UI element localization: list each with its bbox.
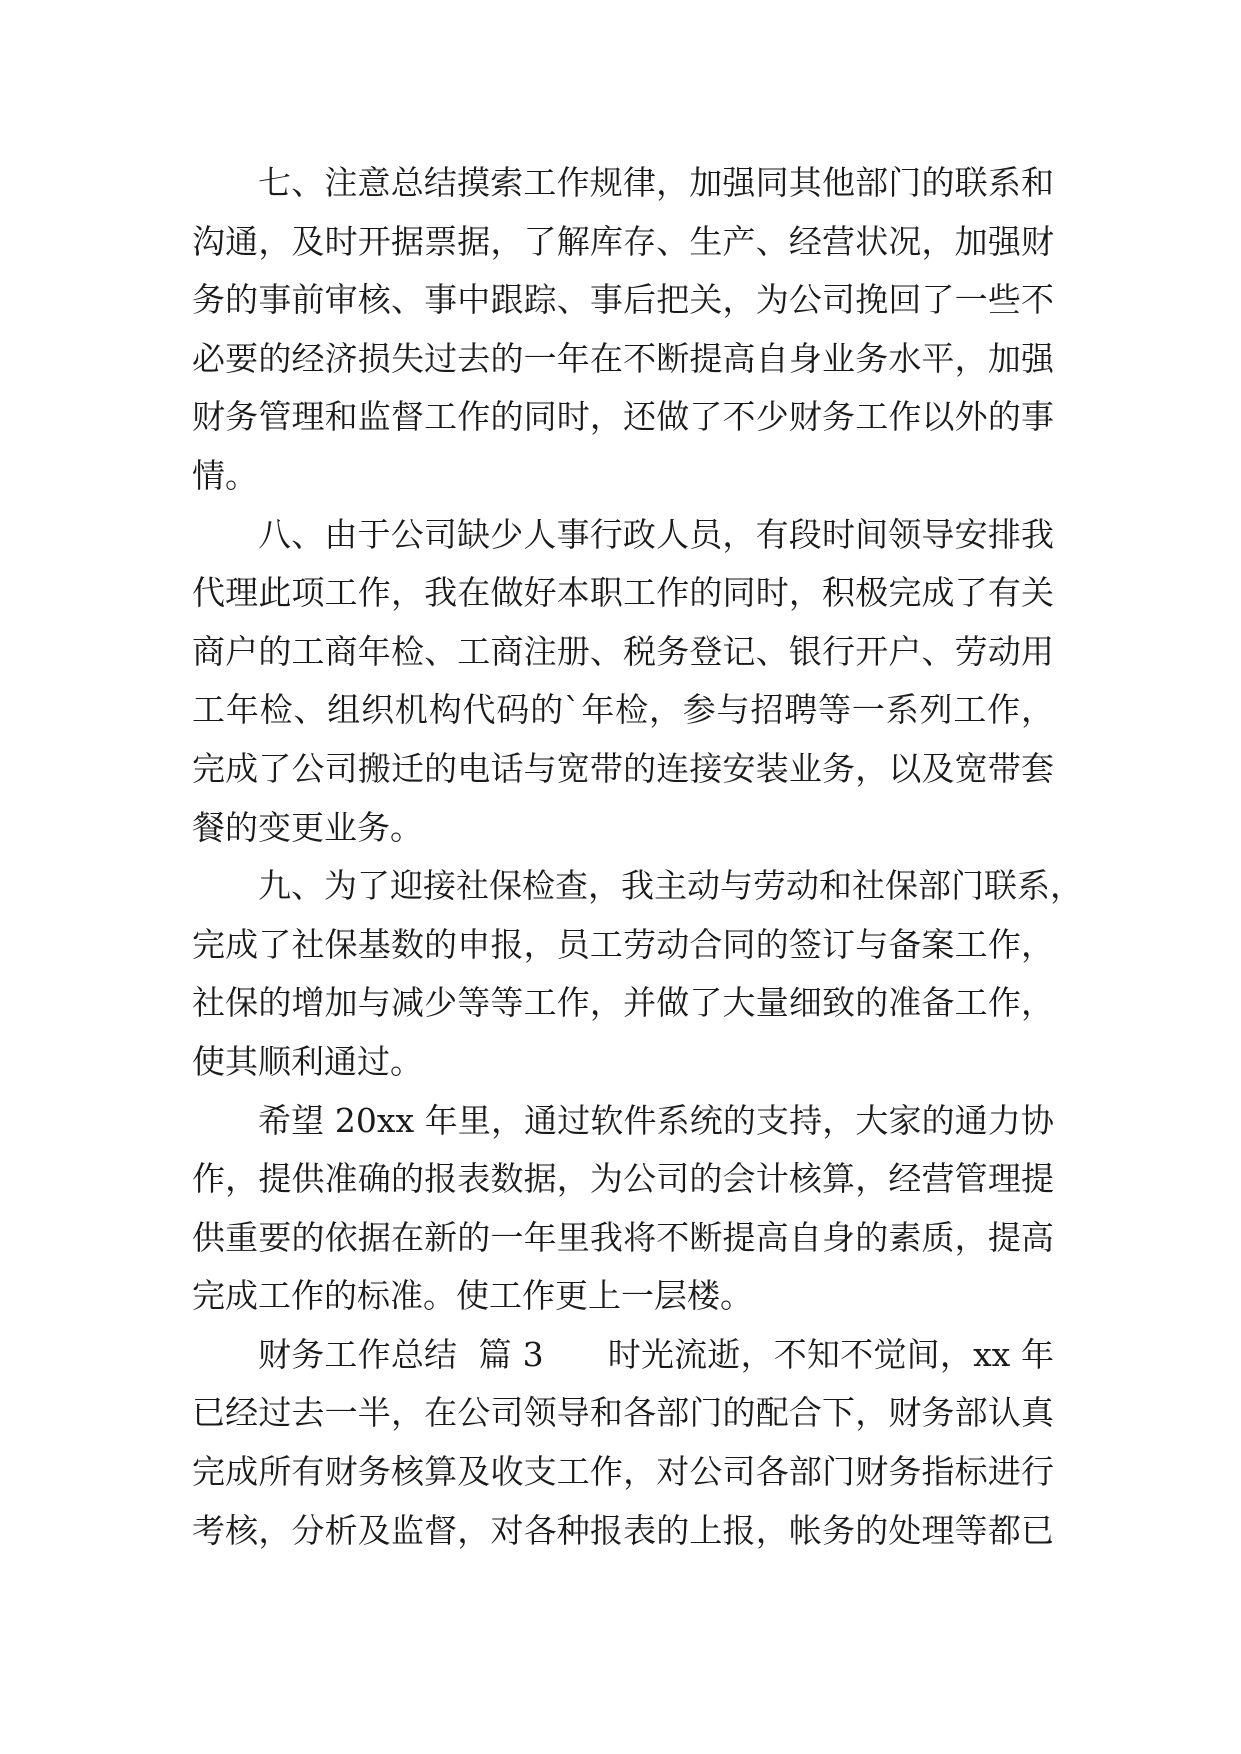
text-line: 完成所有财务核算及收支工作，对公司各部门财务指标进行 [192, 1452, 1054, 1492]
text-line: 七、注意总结摸索工作规律，加强同其他部门的联系和 [258, 163, 1054, 202]
text-line: 社保的增加与减少等等工作，并做了大量细致的准备工作， [192, 983, 1054, 1023]
text-line: 沟通，及时开据票据，了解库存、生产、经营状况，加强财 [192, 221, 1054, 261]
text-line: 完成工作的标准。使工作更上一层楼。 [192, 1276, 753, 1316]
text-line: 工年检、组织机构代码的`年检，参与招聘等一系列工作， [192, 690, 1054, 730]
text-line: 作，提供准确的报表数据，为公司的会计核算，经营管理提 [192, 1159, 1054, 1199]
text-line: 供重要的依据在新的一年里我将不断提高自身的素质，提高 [192, 1217, 1054, 1257]
text-line: 已经过去一半，在公司领导和各部门的配合下，财务部认真 [192, 1393, 1054, 1433]
text-line: 必要的经济损失过去的一年在不断提高自身业务水平，加强 [192, 338, 1054, 378]
text-line: 财务管理和监督工作的同时，还做了不少财务工作以外的事 [192, 397, 1054, 437]
text-line: 希望 20xx 年里，通过软件系统的支持，大家的通力协 [258, 1100, 1054, 1140]
text-line: 完成了社保基数的申报，员工劳动合同的签订与备案工作， [192, 924, 1054, 964]
text-line: 完成了公司搬迁的电话与宽带的连接安装业务，以及宽带套 [192, 748, 1054, 788]
text-line: 财务工作总结 篇 3 时光流逝，不知不觉间，xx 年 [258, 1334, 1054, 1374]
text-line: 务的事前审核、事中跟踪、事后把关，为公司挽回了一些不 [192, 280, 1054, 320]
text-line: 考核，分析及监督，对各种报表的上报，帐务的处理等都已 [192, 1510, 1054, 1550]
text-line: 使其顺利通过。 [192, 1041, 423, 1081]
text-line: 代理此项工作，我在做好本职工作的同时，积极完成了有关 [192, 573, 1054, 613]
text-line: 八、由于公司缺少人事行政人员，有段时间领导安排我 [258, 514, 1054, 554]
text-line: 商户的工商年检、工商注册、税务登记、银行开户、劳动用 [192, 631, 1054, 671]
text-line: 餐的变更业务。 [192, 807, 423, 847]
document-body [192, 154, 1083, 1560]
text-line: 九、为了迎接社保检查，我主动与劳动和社保部门联系， [258, 866, 1083, 906]
text-line: 情。 [192, 455, 258, 495]
